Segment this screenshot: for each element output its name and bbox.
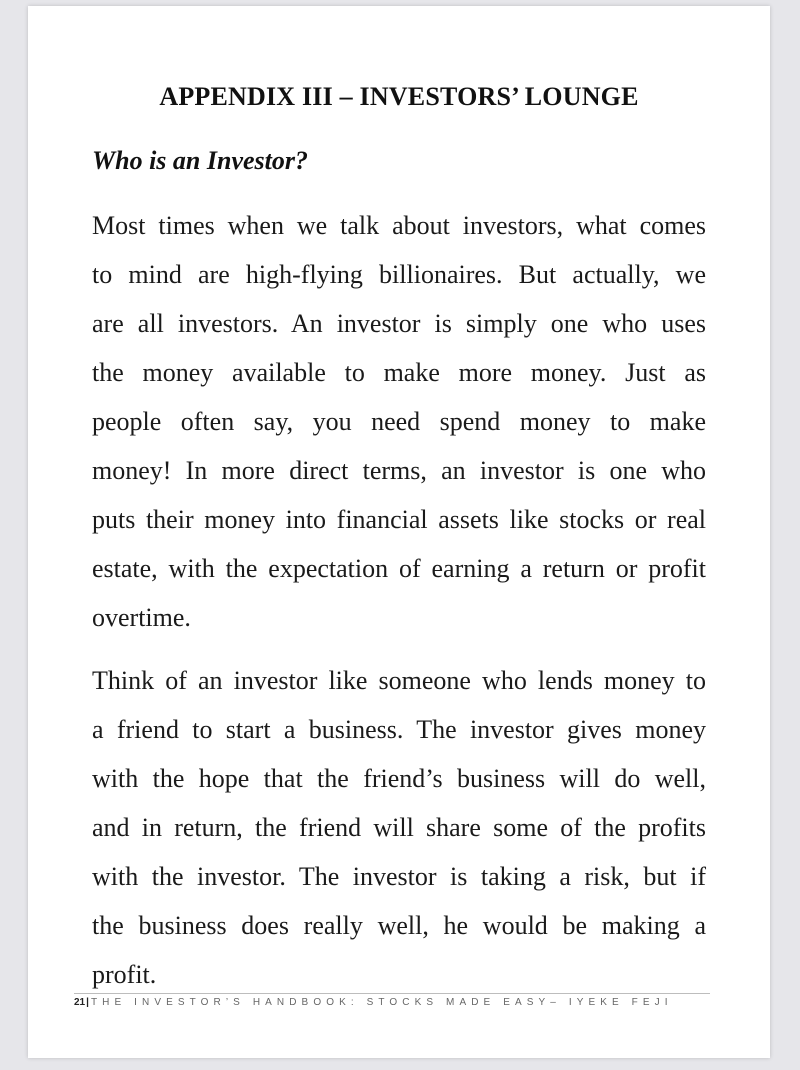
text-line: the money available to make more money. Just as xyxy=(92,358,706,387)
paragraph-1 xyxy=(92,201,706,642)
paragraph-2 xyxy=(92,656,706,999)
section-subheading: Who is an Investor? xyxy=(92,146,308,175)
text-line: puts their money into financial assets like stocks or real xyxy=(92,505,706,534)
text-line: with the hope that the friend’s business will do well, xyxy=(92,764,706,793)
text-line: and in return, the friend will share some of the profits xyxy=(92,813,706,842)
text-line: a friend to start a business. The investor gives money xyxy=(92,715,706,744)
footer-separator: | xyxy=(86,997,89,1008)
page-heading: APPENDIX III – INVESTORS’ LOUNGE xyxy=(159,82,639,111)
running-title: THE INVESTOR’S HANDBOOK: STOCKS MADE EASY– IYEKE FEJI xyxy=(90,997,673,1008)
text-line: the business does really well, he would be making a xyxy=(92,911,706,940)
text-line: profit. xyxy=(92,960,157,989)
text-line: overtime. xyxy=(92,603,191,632)
text-line: Think of an investor like someone who lends money to xyxy=(92,666,706,695)
footer-divider xyxy=(74,993,710,994)
text-line: to mind are high-flying billionaires. But actually, we xyxy=(92,260,706,289)
document-page xyxy=(28,6,770,1058)
page-footer xyxy=(74,997,673,1008)
text-line: Most times when we talk about investors, what comes xyxy=(92,211,706,240)
text-line: people often say, you need spend money to make xyxy=(92,407,706,436)
text-line: estate, with the expectation of earning a return or profit xyxy=(92,554,706,583)
page-number: 21 xyxy=(74,997,86,1008)
text-line: with the investor. The investor is taking a risk, but if xyxy=(92,862,706,891)
text-line: are all investors. An investor is simply one who uses xyxy=(92,309,706,338)
text-line: money! In more direct terms, an investor is one who xyxy=(92,456,706,485)
